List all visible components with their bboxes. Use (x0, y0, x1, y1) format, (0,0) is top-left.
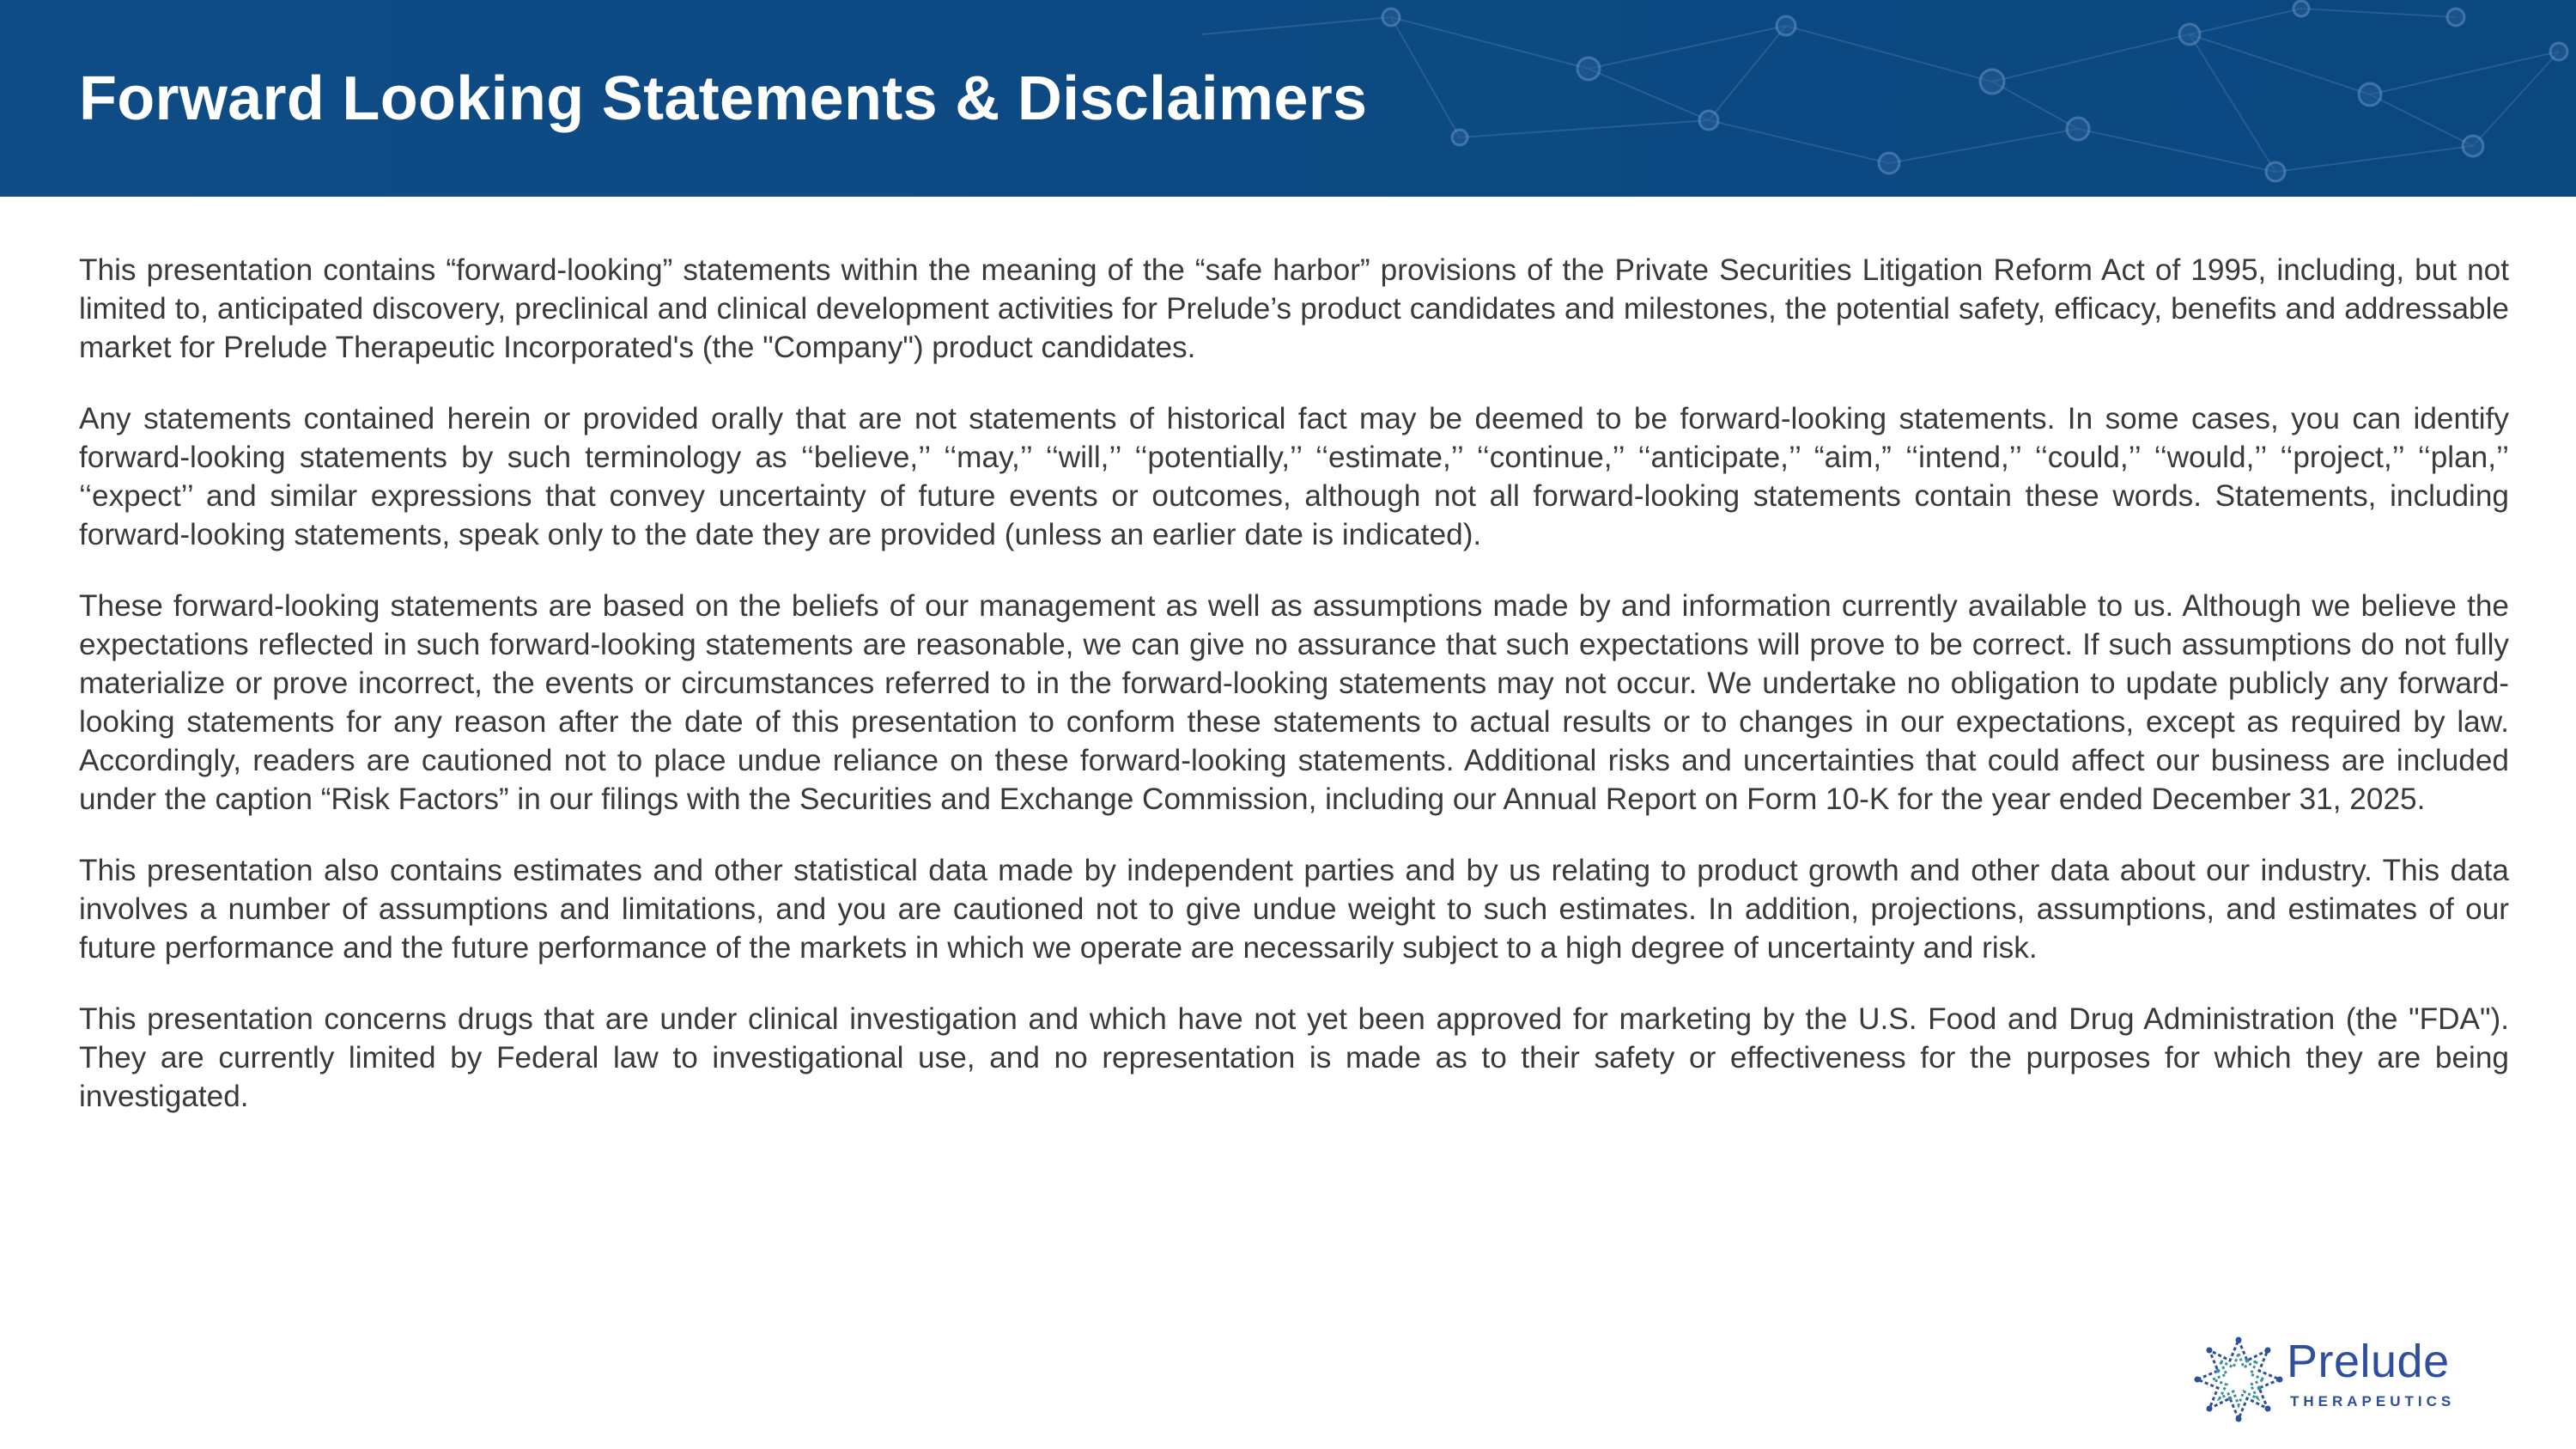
prelude-logo (2194, 1330, 2456, 1426)
logo-wordmark: Prelude (2287, 1336, 2450, 1387)
starburst-molecule-icon (2194, 1335, 2283, 1424)
logo-subtitle: THERAPEUTICS (2290, 1393, 2456, 1409)
header-banner (0, 0, 2576, 197)
page-title: Forward Looking Statements & Disclaimers (79, 64, 1368, 133)
paragraph-forward-looking-terms: Any statements contained herein or provided orally that are not statements of historical fact may be deemed to be forward-looking statements. In some cases, you can identify forward-looking statements by such terminology as ‘‘believe,’’ ‘‘may,’’ ‘‘will,’’ ‘‘potentially,’’ ‘‘estimate,’’ ‘‘continue,’’ ‘‘anticipate,’’ “aim,” ‘‘intend,’’ ‘‘could,’’ ‘‘would,’’ ‘‘project,’’ ‘‘plan,’’ ‘‘expect’’ and similar expressions that convey uncertainty of future events or outcomes, although not all forward-looking statements contain these words. Statements, including forward-looking statements, speak only to the date they are provided (unless an earlier date is indicated). (79, 402, 2509, 551)
disclaimer-body (79, 251, 2509, 1148)
paragraph-statistical-data: This presentation also contains estimates and other statistical data made by independent parties and by us relating to product growth and other data about our industry. This data involves a number of assumptions and limitations, and you are cautioned not to give undue weight to such estimates. In addition, projections, assumptions, and estimates of our future performance and the future performance of the markets in which we operate are necessarily subject to a high degree of uncertainty and risk. (79, 854, 2509, 965)
paragraph-management-beliefs: These forward-looking statements are based on the beliefs of our management as well as assumptions made by and information currently available to us. Although we believe the expectations reflected in such forward-looking statements are reasonable, we can give no assurance that such expectations will prove to be correct. If such assumptions do not fully materialize or prove incorrect, the events or circumstances referred to in the forward-looking statements may not occur. We undertake no obligation to update publicly any forward-looking statements for any reason after the date of this presentation to conform these statements to actual results or to changes in our expectations, except as required by law. Accordingly, readers are cautioned not to place undue reliance on these forward-looking statements. Additional risks and uncertainties that could affect our business are included under the caption “Risk Factors” in our filings with the Securities and Exchange Commission, including our Annual Report on Form 10-K for the year ended December 31, 2025. (79, 589, 2509, 816)
paragraph-safe-harbor: This presentation contains “forward-looking” statements within the meaning of the “safe harbor” provisions of the Private Securities Litigation Reform Act of 1995, including, but not limited to, anticipated discovery, preclinical and clinical development activities for Prelude’s product candidates and milestones, the potential safety, efficacy, benefits and addressable market for Prelude Therapeutic Incorporated's (the "Company") product candidates. (79, 253, 2509, 364)
paragraph-fda-disclaimer: This presentation concerns drugs that are under clinical investigation and which have not yet been approved for marketing by the U.S. Food and Drug Administration (the "FDA"). They are currently limited by Federal law to investigational use, and no representation is made as to their safety or effectiveness for the purposes for which they are being investigated. (79, 1002, 2509, 1113)
